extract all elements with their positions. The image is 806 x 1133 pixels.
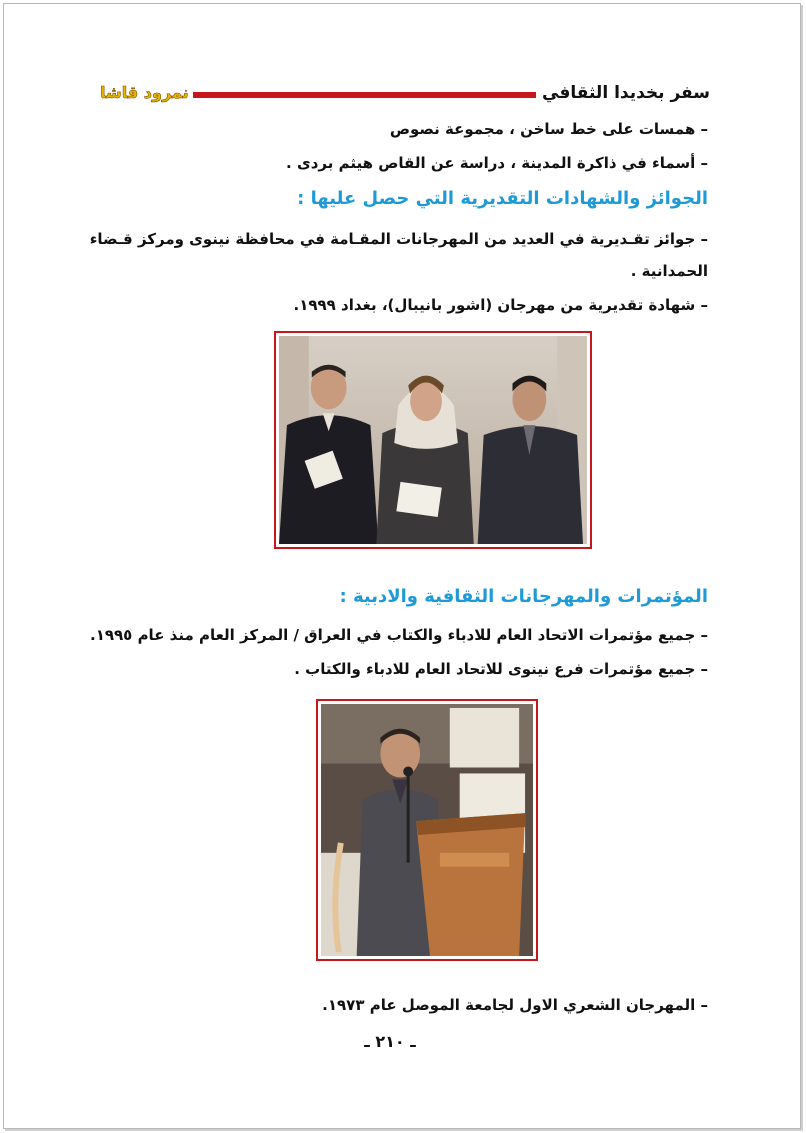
list-item-works-1: – همسات على خط ساخن ، مجموعة نصوص	[389, 120, 708, 138]
photo-podium-speech-image	[321, 704, 533, 956]
photo-award-group	[274, 331, 592, 549]
page-header	[96, 78, 710, 108]
list-item-festival-1: – المهرجان الشعري الاول لجامعة الموصل عام ١٩٧٣.	[322, 996, 708, 1014]
heading-conferences: المؤتمرات والمهرجانات الثقافية والادبية :	[339, 586, 708, 607]
photo-podium-speech	[316, 699, 538, 961]
list-item-works-2: – أسماء في ذاكرة المدينة ، دراسة عن القاص هيثم بردى .	[286, 154, 708, 172]
photo-award-group-image	[279, 336, 587, 544]
list-item-award-1-cont: الحمدانية .	[630, 262, 708, 280]
page-number: ـ ٢١٠ ـ	[364, 1032, 416, 1051]
list-item-award-1: – جوائز تقـديرية في العديد من المهرجانات المقـامة في محافظة نينوى ومركز قـضاء	[89, 230, 708, 248]
heading-awards: الجوائز والشهادات التقديرية التي حصل عليها :	[297, 188, 708, 209]
list-item-award-2: – شهادة تقديرية من مهرجان (اشور بانيبال)، بغداد ١٩٩٩.	[293, 296, 708, 314]
list-item-conference-2: – جميع مؤتمرات فرع نينوى للاتحاد العام للادباء والكتاب .	[294, 660, 708, 678]
list-item-conference-1: – جميع مؤتمرات الاتحاد العام للادباء والكتاب في العراق / المركز العام منذ عام ١٩٩٥.	[90, 626, 708, 644]
author-name: نمرود قاشا	[96, 80, 193, 106]
book-title: سفر بخديدا الثقافي	[536, 78, 710, 108]
